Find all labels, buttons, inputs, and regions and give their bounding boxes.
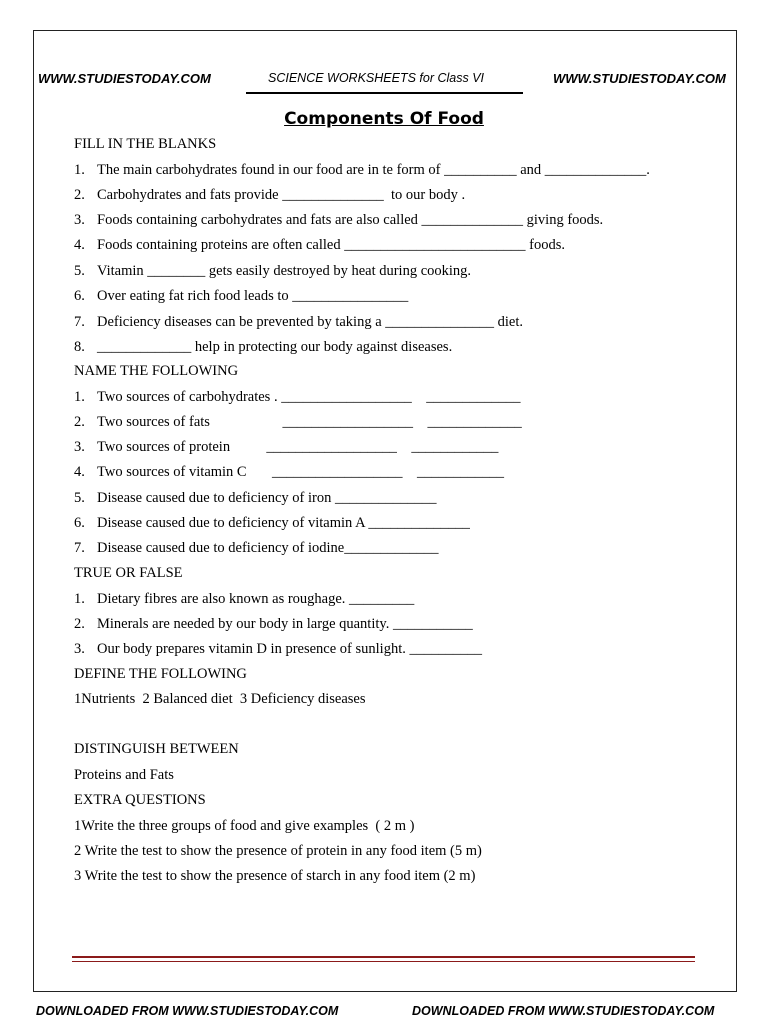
- item-number: 2.: [74, 616, 85, 632]
- distinguish-heading: DISTINGUISH BETWEEN: [74, 741, 239, 757]
- page-title: Components Of Food: [284, 109, 484, 129]
- define-terms: 1Nutrients 2 Balanced diet 3 Deficiency diseases: [74, 691, 366, 707]
- item-number: 2.: [74, 414, 85, 430]
- item-number: 5.: [74, 263, 85, 279]
- extra-questions-heading: EXTRA QUESTIONS: [74, 792, 206, 808]
- item-number: 6.: [74, 515, 85, 531]
- item-number: 1.: [74, 162, 85, 178]
- item-text: Vitamin ________ gets easily destroyed by heat during cooking.: [97, 263, 472, 279]
- item-text: Carbohydrates and fats provide ______________ to our body .: [97, 187, 466, 203]
- distinguish-text: Proteins and Fats: [74, 767, 174, 783]
- true-false-heading: TRUE OR FALSE: [74, 565, 183, 581]
- header-website-left: WWW.STUDIESTODAY.COM: [38, 71, 211, 86]
- header-worksheet-title: SCIENCE WORKSHEETS for Class VI: [268, 71, 485, 85]
- item-number: 3.: [74, 641, 85, 657]
- item-text: Over eating fat rich food leads to ________________: [97, 288, 409, 304]
- item-text: Dietary fibres are also known as roughage. _________: [97, 591, 415, 607]
- item-number: 4.: [74, 464, 85, 480]
- item-text: Foods containing proteins are often called _________________________ foods.: [97, 237, 565, 253]
- name-following-heading: NAME THE FOLLOWING: [74, 363, 239, 379]
- item-text: Two sources of protein __________________ ____________: [97, 439, 499, 455]
- footer-download-right: DOWNLOADED FROM WWW.STUDIESTODAY.COM: [412, 1004, 715, 1018]
- list-item: 1Write the three groups of food and give examples ( 2 m ): [74, 818, 415, 834]
- item-text: Two sources of carbohydrates . __________________ _____________: [97, 389, 521, 405]
- item-number: 7.: [74, 314, 85, 330]
- item-number: 2.: [74, 187, 85, 203]
- item-text: Two sources of vitamin C __________________ ____________: [97, 464, 504, 480]
- item-number: 4.: [74, 237, 85, 253]
- item-text: Our body prepares vitamin D in presence of sunlight. __________: [97, 641, 482, 657]
- item-text: Disease caused due to deficiency of iodine_____________: [97, 540, 439, 556]
- list-item: 2 Write the test to show the presence of protein in any food item (5 m): [74, 843, 482, 859]
- item-text: Minerals are needed by our body in large quantity. ___________: [97, 616, 473, 632]
- item-number: 8.: [74, 339, 85, 355]
- item-number: 1.: [74, 389, 85, 405]
- footer-rule-thin: [72, 961, 695, 962]
- header-website-right: WWW.STUDIESTODAY.COM: [553, 71, 726, 86]
- header-underline: [246, 92, 523, 94]
- item-number: 3.: [74, 212, 85, 228]
- item-text: Foods containing carbohydrates and fats are also called ______________ giving foods.: [97, 212, 604, 228]
- item-number: 5.: [74, 490, 85, 506]
- item-text: The main carbohydrates found in our food are in te form of __________ and ______________.: [97, 162, 650, 178]
- item-text: Disease caused due to deficiency of vitamin A ______________: [97, 515, 470, 531]
- define-heading: DEFINE THE FOLLOWING: [74, 666, 247, 682]
- item-text: Deficiency diseases can be prevented by taking a _______________ diet.: [97, 314, 524, 330]
- item-text: Two sources of fats __________________ _____________: [97, 414, 522, 430]
- fill-blanks-heading: FILL IN THE BLANKS: [74, 136, 217, 152]
- item-text: Disease caused due to deficiency of iron ______________: [97, 490, 437, 506]
- list-item: 3 Write the test to show the presence of starch in any food item (2 m): [74, 868, 476, 884]
- item-text: _____________ help in protecting our body against diseases.: [97, 339, 453, 355]
- footer-rule: [72, 956, 695, 958]
- item-number: 6.: [74, 288, 85, 304]
- item-number: 1.: [74, 591, 85, 607]
- item-number: 7.: [74, 540, 85, 556]
- item-number: 3.: [74, 439, 85, 455]
- footer-download-left: DOWNLOADED FROM WWW.STUDIESTODAY.COM: [36, 1004, 339, 1018]
